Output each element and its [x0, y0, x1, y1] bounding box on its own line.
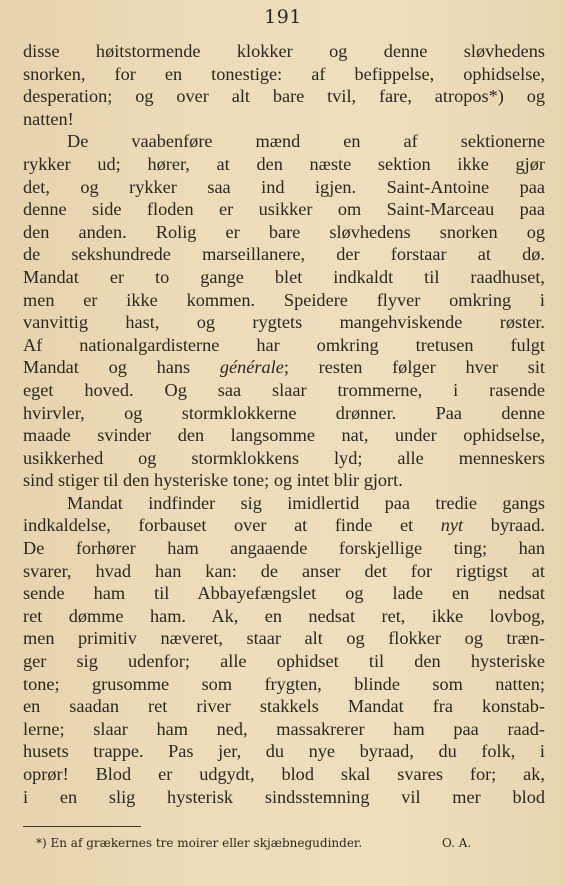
- text-line: oprør! Blod er udgydt, blod skal svares for; ak,: [23, 764, 545, 784]
- text-line: De forhører ham angaaende forskjellige ting; han: [23, 538, 545, 559]
- body-text: [23, 40, 545, 808]
- text-line: De vaabenføre mænd en af sektionerne: [67, 131, 545, 152]
- text-line: rykker ud; hører, at den næste sektion ikke gjør: [23, 153, 545, 174]
- text-line: men primitiv næveret, staar alt og flokker og træn-: [23, 628, 545, 649]
- text-line: disse høitstormende klokker og denne sløvhedens: [23, 41, 545, 61]
- text-line: i en slig hysterisk sindsstemning vil mer blod: [23, 786, 545, 807]
- text-line: en saadan ret river stakkels Mandat fra konstab-: [23, 696, 545, 717]
- page-number: 191: [264, 6, 302, 28]
- text-line: sind stiger til den hysteriske tone; og intet blir gjort.: [23, 470, 403, 491]
- text-line: desperation; og over alt bare tvil, fare, atropos*) og: [23, 86, 545, 107]
- text-line: Mandat indfinder sig imidlertid paa tredie gangs: [67, 492, 545, 513]
- text-line: maade svinder den langsomme nat, under ophidselse,: [23, 425, 545, 446]
- text-line: husets trappe. Pas jer, du nye byraad, du folk, i: [23, 741, 545, 762]
- text-line: eget hoved. Og saa slaar trommerne, i rasende: [23, 379, 545, 400]
- text-line: vanvittig hast, og rygtets mangehviskende røster.: [23, 312, 545, 333]
- text-line: indkaldelse, forbauset over at finde et nyt byraad.: [23, 515, 545, 536]
- text-line: ret dømme ham. Ak, en nedsat ret, ikke lovbog,: [23, 605, 545, 626]
- footnote-signature: O. A.: [442, 836, 472, 850]
- footnote-text: *) En af grækernes tre moirer eller skjæbnegudinder.: [36, 836, 363, 850]
- text-line: den anden. Rolig er bare sløvhedens snorken og: [23, 221, 545, 242]
- text-line: usikkerhed og stormklokkens lyd; alle menneskers: [23, 447, 545, 468]
- text-line: hvirvler, og stormklokkerne drønner. Paa denne: [23, 402, 545, 423]
- text-line: de sekshundrede marseillanere, der forstaar at dø.: [23, 244, 545, 265]
- text-line: svarer, hvad han kan: de anser det for rigtigst at: [23, 560, 545, 581]
- text-line: men er ikke kommen. Speidere flyver omkring i: [23, 289, 545, 310]
- text-line: ger sig udenfor; alle ophidset til den hysteriske: [23, 651, 545, 672]
- text-line: snorken, for en tonestige: af befippelse, ophidselse,: [23, 63, 545, 84]
- text-line: denne side floden er usikker om Saint-Marceau paa: [23, 199, 545, 220]
- text-line: natten!: [23, 108, 74, 129]
- text-line: det, og rykker saa ind igjen. Saint-Antoine paa: [23, 176, 545, 197]
- footnote-divider: [23, 826, 141, 827]
- text-line: Mandat er to gange blet indkaldt til raadhuset,: [23, 266, 545, 287]
- text-line: sende ham til Abbayefængslet og lade en nedsat: [23, 583, 545, 604]
- text-line: lerne; slaar ham ned, massakrerer ham paa raad-: [23, 718, 545, 739]
- text-line: Af nationalgardisterne har omkring tretusen fulgt: [23, 334, 545, 355]
- text-line: tone; grusomme som frygten, blinde som natten;: [23, 673, 545, 694]
- text-line: Mandat og hans générale; resten følger hver sit: [23, 357, 545, 378]
